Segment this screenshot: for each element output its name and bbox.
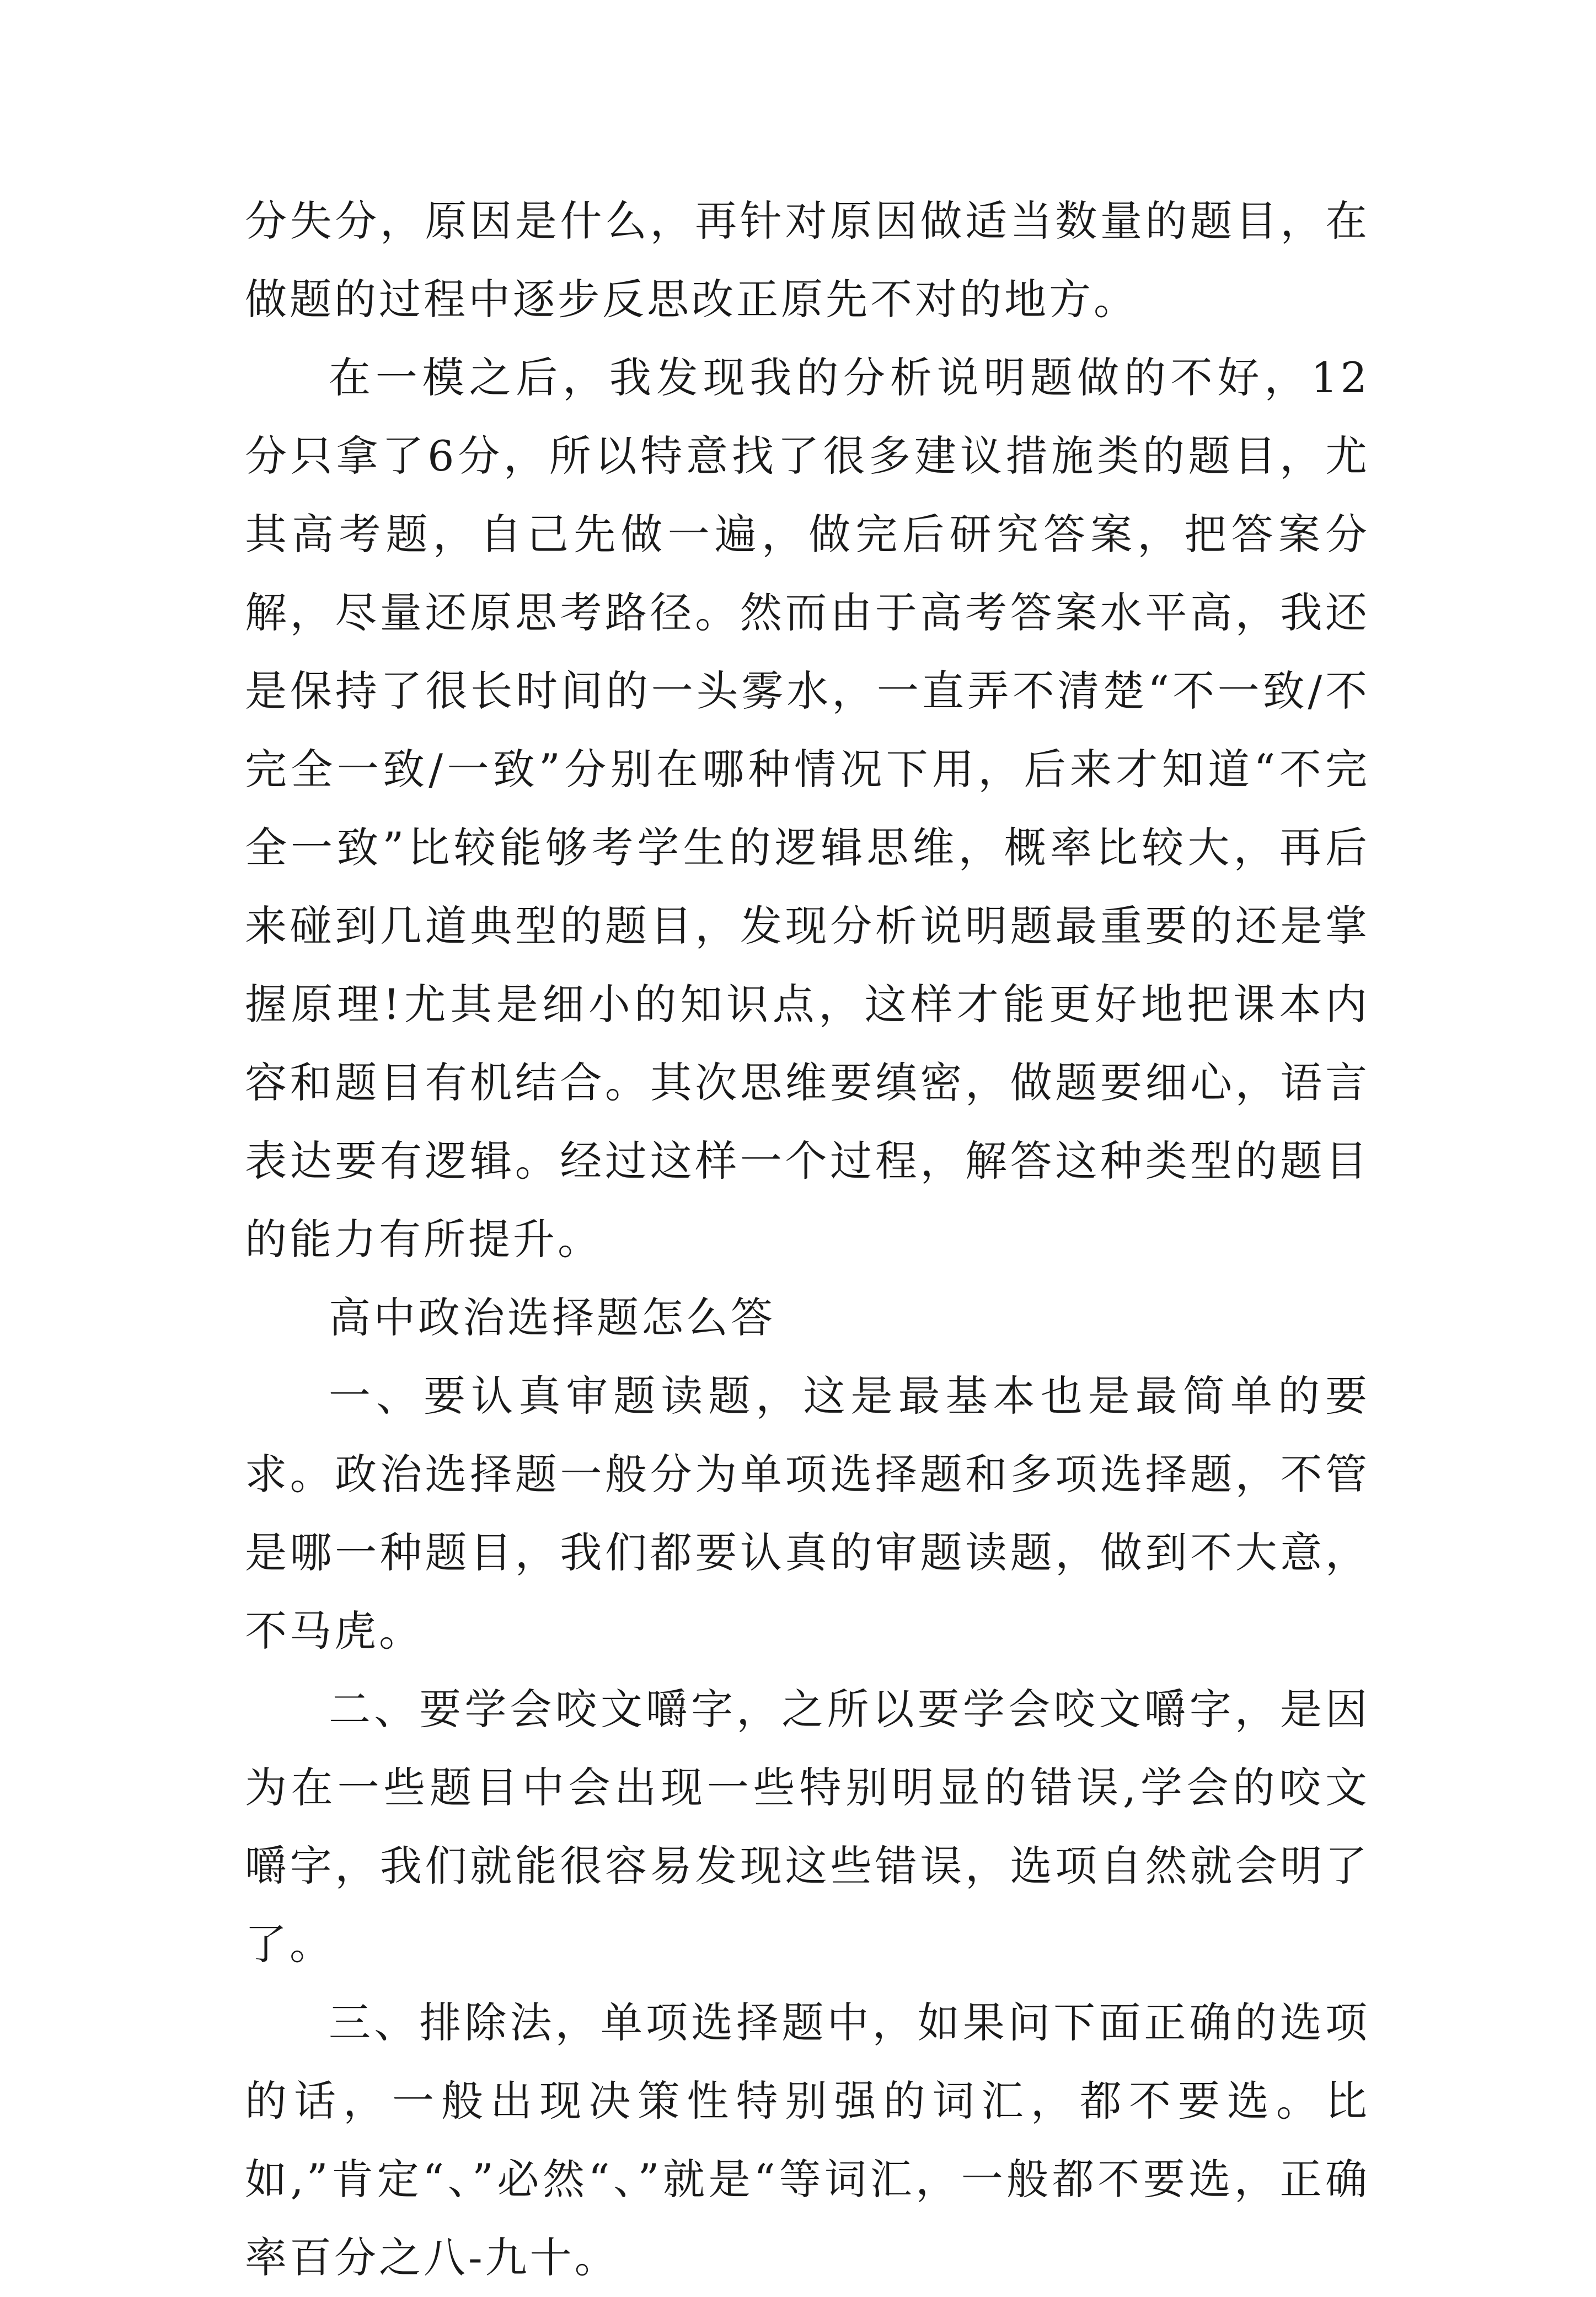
paragraph: 一、要认真审题读题，这是最基本也是最简单的要求。政治选择题一般分为单项选择题和多项选择题，不管是哪一种题目，我们都要认真的审题读题，做到不大意，不马虎。 bbox=[245, 1371, 1370, 1655]
paragraph: 二、要学会咬文嚼字，之所以要学会咬文嚼字，是因为在一些题目中会出现一些特别明显的错误,学会的咬文嚼字，我们就能很容易发现这些错误，选项自然就会明了了。 bbox=[245, 1685, 1370, 1969]
section-heading: 高中政治选择题怎么答 bbox=[329, 1293, 775, 1342]
paragraph: 在一模之后，我发现我的分析说明题做的不好，12分只拿了6分，所以特意找了很多建议措施类的题目，尤其高考题，自己先做一遍，做完后研究答案，把答案分解，尽量还原思考路径。然而由于高考答案水平高，我还是保持了很长时间的一头雾水，一直弄不清楚“不一致/不完全一致/一致”分别在哪种情况下用，后来才知道“不完全一致”比较能够考学生的逻辑思维，概率比较大，再后来碰到几道典型的题目，发现分析说明题最重要的还是掌握原理!尤其是细小的知识点，这样才能更好地把课本内容和题目有机结合。其次思维要缜密，做题要细心，语言表达要有逻辑。经过这样一个过程，解答这种类型的题目的能力有所提升。 bbox=[245, 353, 1370, 1264]
paragraph: 三、排除法，单项选择题中，如果问下面正确的选项的话，一般出现决策性特别强的词汇，都不要选。比如,”肯定“、”必然“、”就是“等词汇，一般都不要选，正确率百分之八-九十。 bbox=[245, 1998, 1370, 2282]
document-body bbox=[245, 182, 1370, 2297]
paragraph: 分失分，原因是什么，再针对原因做适当数量的题目，在做题的过程中逐步反思改正原先不对的地方。 bbox=[245, 196, 1370, 324]
